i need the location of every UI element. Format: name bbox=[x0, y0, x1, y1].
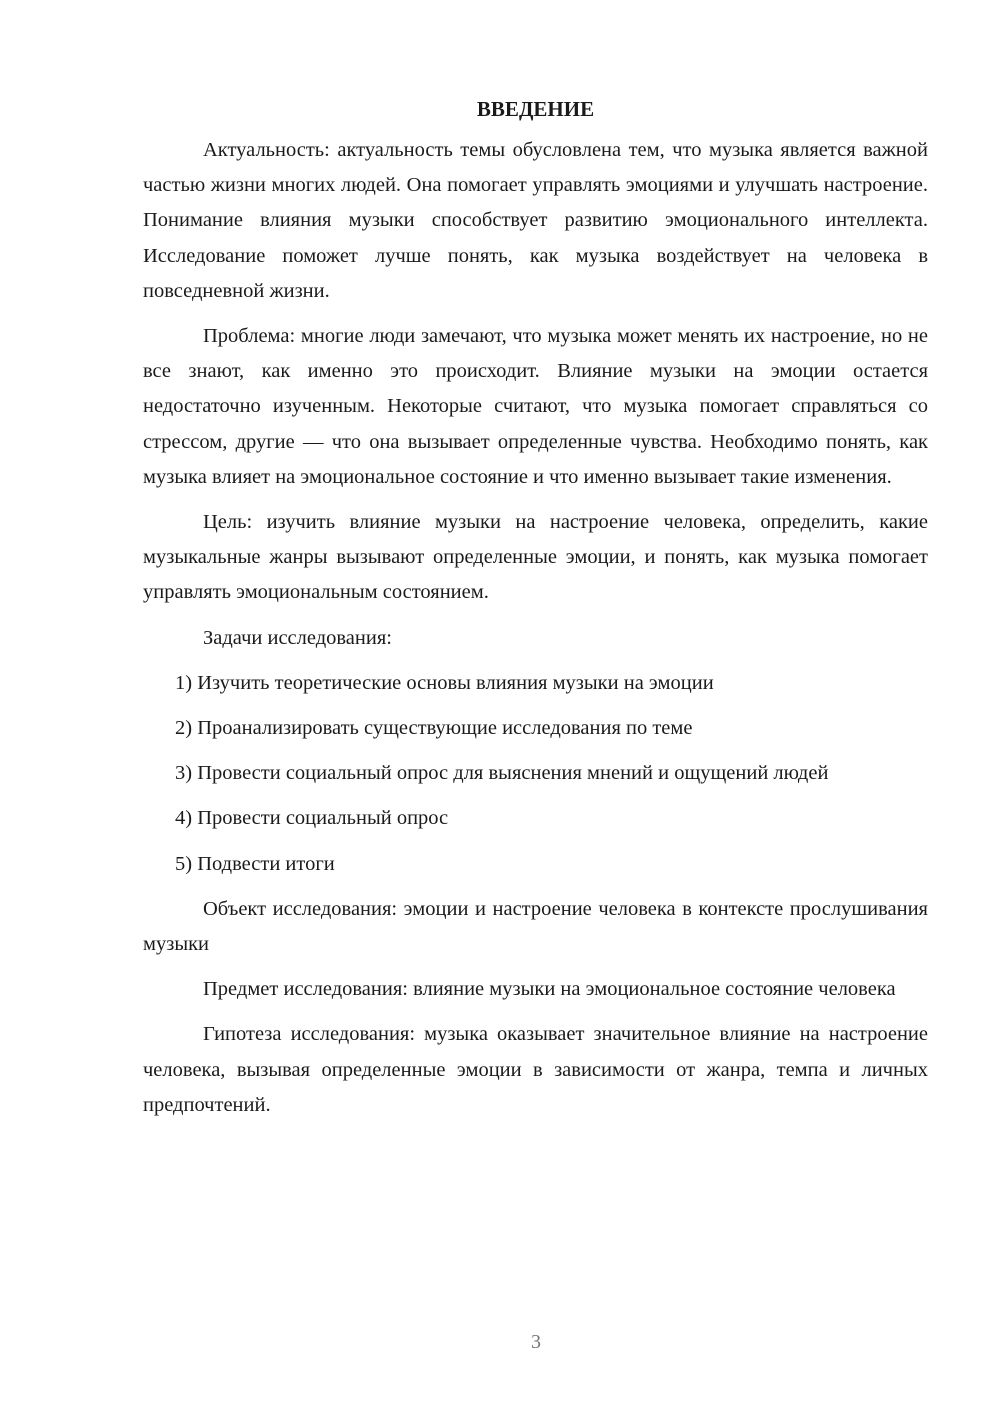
hypothesis-paragraph: Гипотеза исследования: музыка оказывает значительное влияние на настроение человека, вызывая определенные эмоции в зависимости от жанра, темпа и личных предпочтений. bbox=[143, 1023, 928, 1116]
subject-paragraph: Предмет исследования: влияние музыки на эмоциональное состояние человека bbox=[203, 978, 896, 1001]
task-item-2: 2) Проанализировать существующие исследования по теме bbox=[175, 717, 693, 740]
task-item-5: 5) Подвести итоги bbox=[175, 852, 335, 875]
document-page bbox=[143, 92, 928, 1133]
task-item-4: 4) Провести социальный опрос bbox=[175, 807, 449, 830]
tasks-heading: Задачи исследования: bbox=[203, 626, 392, 649]
section-title: ВВЕДЕНИЕ bbox=[476, 97, 595, 121]
task-item-3: 3) Провести социальный опрос для выяснения мнений и ощущений людей bbox=[175, 762, 829, 785]
relevance-paragraph: Актуальность: актуальность темы обусловлена тем, что музыка является важной частью жизни многих людей. Она помогает управлять эмоциями и улучшать настроение. Понимание влияния музыки способствует развитию эмоционального интеллекта. Исследование поможет лучше понять, как музыка воздействует на человека в повседневной жизни. bbox=[143, 139, 928, 302]
task-item-1: 1) Изучить теоретические основы влияния музыки на эмоции bbox=[175, 671, 714, 694]
object-paragraph: Объект исследования: эмоции и настроение человека в контексте прослушивания музыки bbox=[143, 897, 928, 956]
problem-paragraph: Проблема: многие люди замечают, что музыка может менять их настроение, но не все знают, как именно это происходит. Влияние музыки на эмоции остается недостаточно изученным. Некоторые считают, что музыка помогает справляться со стрессом, другие — что она вызывает определенные чувства. Необходимо понять, как музыка влияет на эмоциональное состояние и что именно вызывает такие изменения. bbox=[143, 325, 928, 488]
goal-paragraph: Цель: изучить влияние музыки на настроение человека, определить, какие музыкальные жанры вызывают определенные эмоции, и понять, как музыка помогает управлять эмоциональным состоянием. bbox=[143, 511, 928, 604]
page-number: 3 bbox=[531, 1331, 541, 1353]
